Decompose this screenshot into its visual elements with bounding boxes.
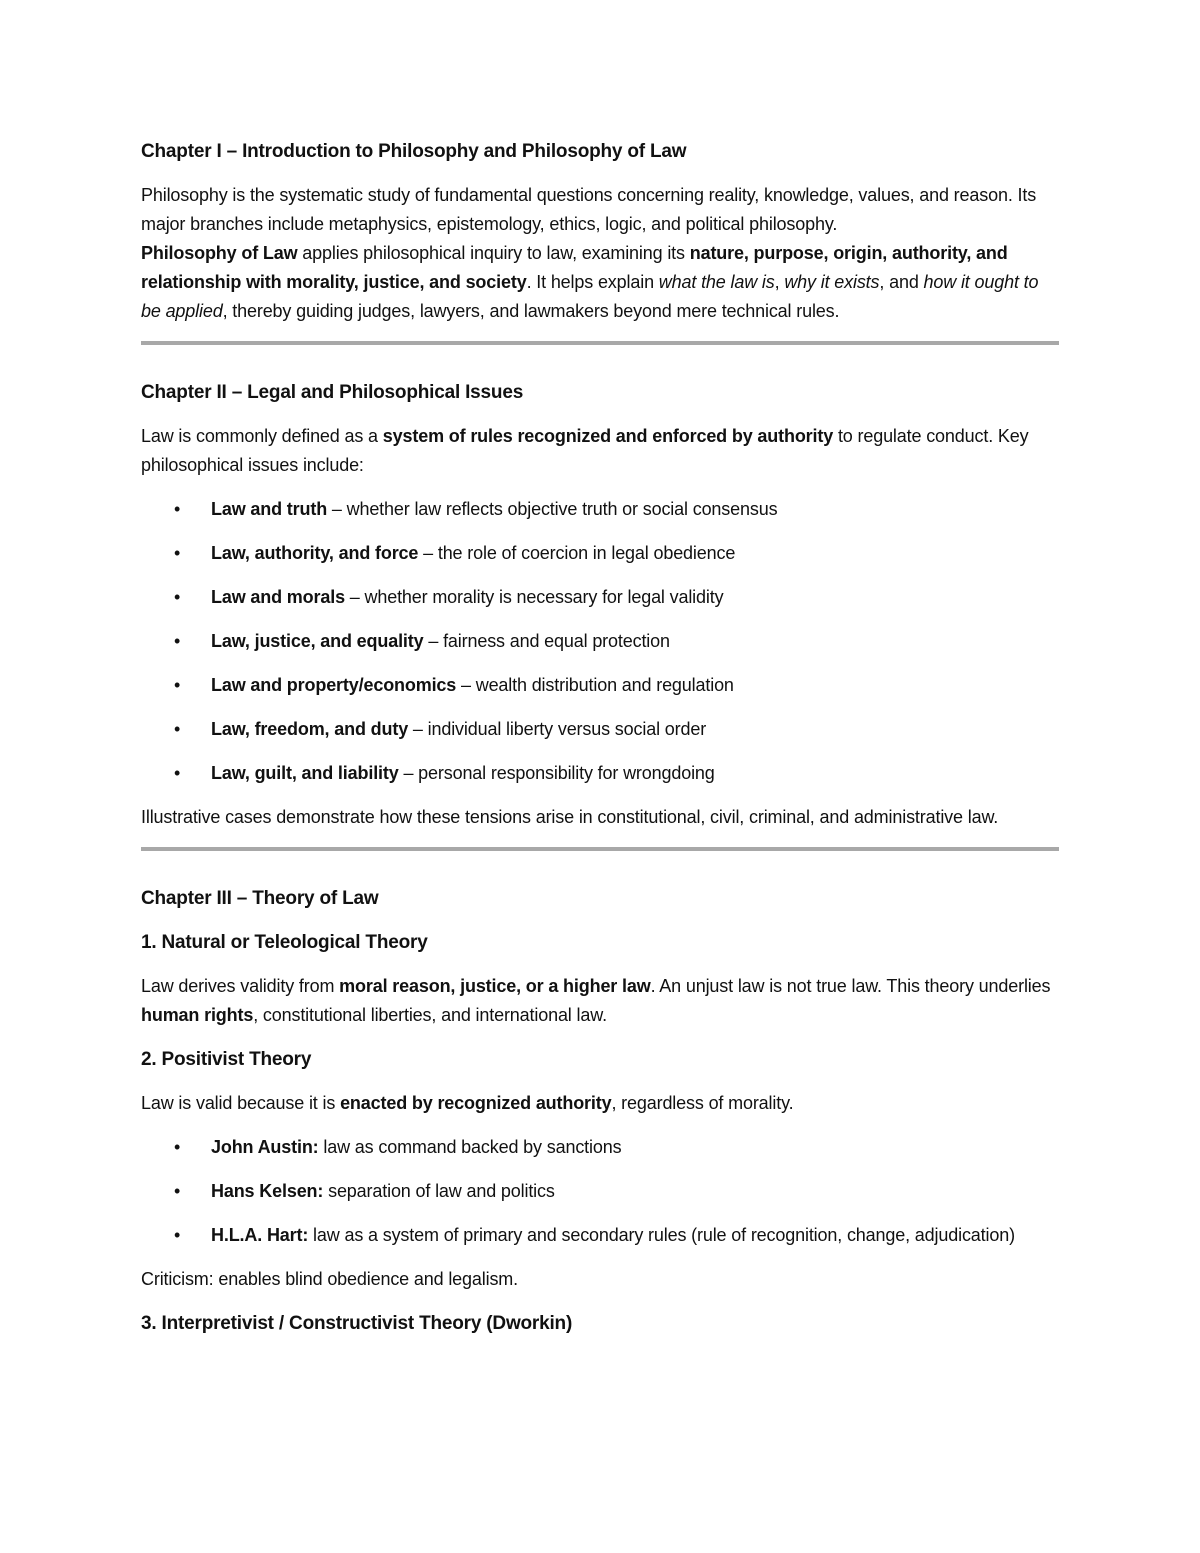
list-item [141,539,1059,568]
document-page [141,137,1059,1353]
issue-description: – wealth distribution and regulation [456,675,734,695]
philosophy-of-law-term: Philosophy of Law [141,243,298,263]
chapter-2-intro [141,422,1059,480]
why-it-exists-emphasis: why it exists [784,272,880,292]
chapter-3-title: Chapter III – Theory of Law [141,888,379,909]
bullet-icon: • [174,631,181,651]
issue-term: Law and morals [211,587,345,607]
issue-term: Law, justice, and equality [211,631,424,651]
thinker-description: law as a system of primary and secondary rules (rule of recognition, change, adjudication) [308,1225,1015,1245]
text-run: Law is commonly defined as a [141,426,383,446]
thinker-description: separation of law and politics [323,1181,555,1201]
chapter-2-title: Chapter II – Legal and Philosophical Issues [141,382,524,403]
bullet-icon: • [174,1137,181,1157]
bullet-icon: • [174,499,181,519]
moral-reason-emphasis: moral reason, justice, or a higher law [339,976,651,996]
list-item [141,495,1059,524]
list-item [141,1133,1059,1162]
bullet-icon: • [174,1225,181,1245]
issue-term: Law, authority, and force [211,543,419,563]
bullet-icon: • [174,543,181,563]
how-applied-emphasis: how it ought to be applied [141,272,1039,321]
issues-list [141,495,1059,788]
thinkers-list [141,1133,1059,1250]
text-run: , [774,272,785,292]
natural-theory-paragraph [141,972,1059,1030]
issue-term: Law and truth [211,499,328,519]
thinker-name: John Austin: [211,1137,319,1157]
chapter-1-paragraph [141,181,1059,326]
philosophy-definition: Philosophy is the systematic study of fundamental questions concerning reality, knowledge, values, and reason. Its major branches include metaphysics, epistemology, ethics, logic, and political philosophy. [141,185,1037,234]
bullet-icon: • [174,675,181,695]
issue-term: Law and property/economics [211,675,457,695]
text-run: to regulate conduct. Key philosophical issues include: [141,426,1029,475]
bullet-icon: • [174,763,181,783]
text-run: , regardless of morality. [611,1093,794,1113]
bullet-icon: • [174,719,181,739]
spacer [141,851,1059,884]
human-rights-emphasis: human rights [141,1005,254,1025]
issue-description: – individual liberty versus social order [408,719,707,739]
interpretivist-theory-heading: 3. Interpretivist / Constructivist Theory (Dworkin) [141,1313,573,1334]
issue-description: – whether law reflects objective truth or social consensus [327,499,778,519]
issue-term: Law, freedom, and duty [211,719,409,739]
issue-term: Law, guilt, and liability [211,763,399,783]
list-item [141,583,1059,612]
bullet-icon: • [174,1181,181,1201]
text-run: , thereby guiding judges, lawyers, and lawmakers beyond mere technical rules. [222,301,840,321]
issue-description: – the role of coercion in legal obedience [418,543,736,563]
list-item [141,627,1059,656]
issue-description: – fairness and equal protection [423,631,670,651]
text-run: , constitutional liberties, and international law. [253,1005,607,1025]
list-item [141,759,1059,788]
enacted-authority-emphasis: enacted by recognized authority [340,1093,612,1113]
what-the-law-is-emphasis: what the law is [658,272,775,292]
thinker-name: Hans Kelsen: [211,1181,324,1201]
positivist-theory-paragraph [141,1089,1059,1118]
law-aspects-emphasis: nature, purpose, origin, authority, and relationship with morality, justice, and society [141,243,1008,292]
text-run: , and [879,272,924,292]
issue-description: – personal responsibility for wrongdoing [398,763,715,783]
criticism-paragraph: Criticism: enables blind obedience and legalism. [141,1269,519,1289]
text-run: Law derives validity from [141,976,340,996]
natural-theory-heading: 1. Natural or Teleological Theory [141,932,428,953]
positivist-theory-heading: 2. Positivist Theory [141,1049,312,1070]
law-definition-emphasis: system of rules recognized and enforced by authority [382,426,834,446]
text-run: . An unjust law is not true law. This theory underlies [650,976,1051,996]
text-run: . It helps explain [526,272,659,292]
bullet-icon: • [174,587,181,607]
spacer [141,345,1059,378]
list-item [141,1221,1059,1250]
thinker-name: H.L.A. Hart: [211,1225,309,1245]
list-item [141,715,1059,744]
text-run: applies philosophical inquiry to law, examining its [297,243,690,263]
chapter-2-closing: Illustrative cases demonstrate how these tensions arise in constitutional, civil, criminal, and administrative law. [141,807,999,827]
text-run: Law is valid because it is [141,1093,341,1113]
list-item [141,1177,1059,1206]
chapter-1-title: Chapter I – Introduction to Philosophy and Philosophy of Law [141,141,687,162]
issue-description: – whether morality is necessary for legal validity [344,587,724,607]
list-item [141,671,1059,700]
thinker-description: law as command backed by sanctions [318,1137,622,1157]
